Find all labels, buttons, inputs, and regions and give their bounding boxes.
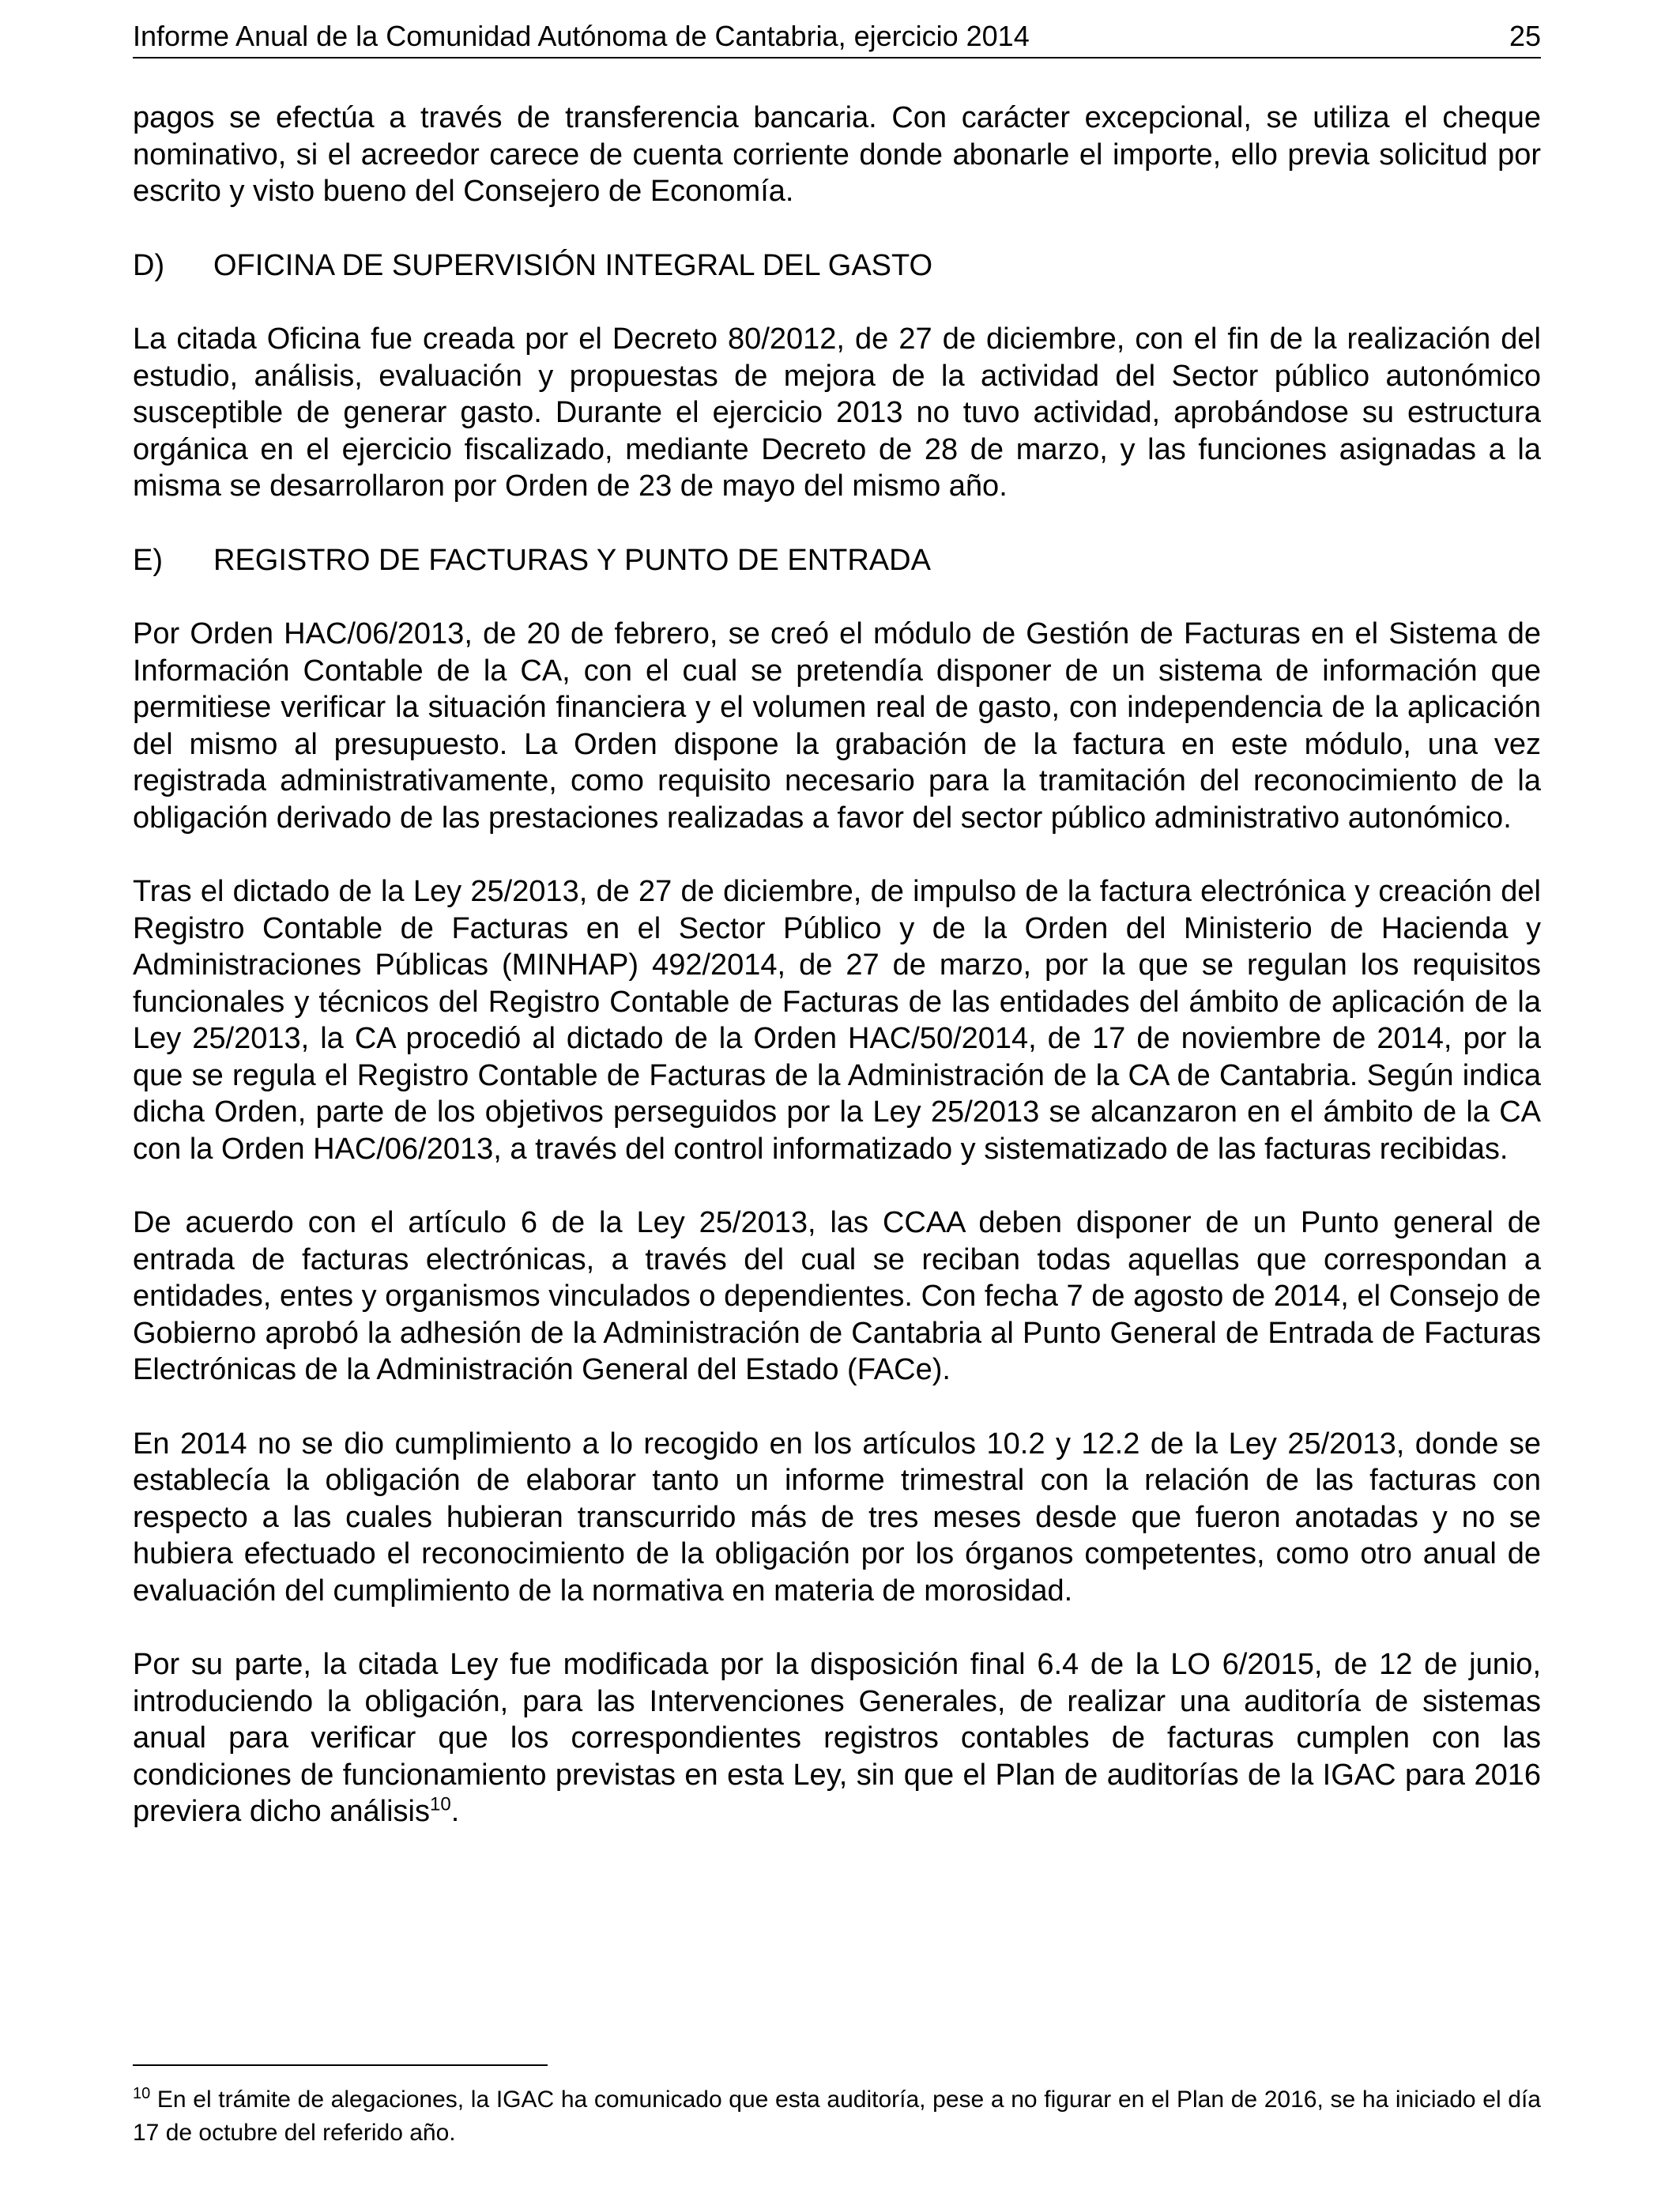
page-header bbox=[133, 17, 1541, 58]
section-d-heading bbox=[133, 247, 1541, 285]
footnote bbox=[133, 2083, 1541, 2150]
section-e-letter: E) bbox=[133, 543, 163, 577]
section-d-title: OFICINA DE SUPERVISIÓN INTEGRAL DEL GASTO bbox=[213, 248, 933, 282]
section-e-heading bbox=[133, 542, 1541, 579]
body-text bbox=[133, 100, 1541, 1868]
footnote-text: En el trámite de alegaciones, la IGAC ha comunicado que esta auditoría, pese a no figurar en el Plan de 2016, se ha iniciado el día 17 de octubre del referido año. bbox=[133, 2087, 1541, 2146]
paragraph-3: Por Orden HAC/06/2013, de 20 de febrero, se creó el módulo de Gestión de Facturas en el Sistema de Información Contable de la CA, con el cual se pretendía disponer de un sistema de información que permitiese verificar la situación financiera y el volumen real de gasto, con independencia de la aplicación del mismo al presupuesto. La Orden dispone la grabación de la factura en este módulo, una vez registrada administrativamente, como requisito necesario para la tramitación del reconocimiento de la obligación derivado de las prestaciones realizadas a favor del sector público administrativo autonómico. bbox=[133, 617, 1541, 835]
paragraph-2: La citada Oficina fue creada por el Decreto 80/2012, de 27 de diciembre, con el fin de la realización del estudio, análisis, evaluación y propuestas de mejora de la actividad del Sector público autonómico susceptible de generar gasto. Durante el ejercicio 2013 no tuvo actividad, aprobándose su estructura orgánica en el ejercicio fiscalizado, mediante Decreto de 28 de marzo, y las funciones asignadas a la misma se desarrollaron por Orden de 23 de mayo del mismo año. bbox=[133, 322, 1541, 503]
page-number: 25 bbox=[1509, 20, 1541, 52]
paragraph-5: De acuerdo con el artículo 6 de la Ley 25/2013, las CCAA deben disponer de un Punto general de entrada de facturas electrónicas, a través del cual se reciban todas aquellas que correspondan a entidades, entes y organismos vinculados o dependientes. Con fecha 7 de agosto de 2014, el Consejo de Gobierno aprobó la adhesión de la Administración de Cantabria al Punto General de Entrada de Facturas Electrónicas de la Administración General del Estado (FACe). bbox=[133, 1206, 1541, 1386]
paragraph-7-text: Por su parte, la citada Ley fue modificada por la disposición final 6.4 de la LO 6/2015, de 12 de junio, introduciendo la obligación, para las Intervenciones Generales, de realizar una auditoría de sistemas anual para verificar que los correspondientes registros contables de facturas cumplen con las condiciones de funcionamiento previstas en esta Ley, sin que el Plan de auditorías de la IGAC para 2016 previera dicho análisis bbox=[133, 1648, 1541, 1828]
section-e-title: REGISTRO DE FACTURAS Y PUNTO DE ENTRADA bbox=[213, 543, 931, 577]
paragraph-1: pagos se efectúa a través de transferencia bancaria. Con carácter excepcional, se utiliza el cheque nominativo, si el acreedor carece de cuenta corriente donde abonarle el importe, ello previa solicitud por escrito y visto bueno del Consejero de Economía. bbox=[133, 101, 1541, 208]
document-page bbox=[133, 0, 1541, 2194]
footnote-reference[interactable]: 10 bbox=[429, 1793, 451, 1815]
footnote-divider bbox=[133, 2064, 548, 2066]
paragraph-4: Tras el dictado de la Ley 25/2013, de 27 de diciembre, de impulso de la factura electrónica y creación del Registro Contable de Facturas en el Sector Público y de la Orden del Ministerio de Hacienda y Administraciones Públicas (MINHAP) 492/2014, de 27 de marzo, por la que se regulan los requisitos funcionales y técnicos del Registro Contable de Facturas de las entidades del ámbito de aplicación de la Ley 25/2013, la CA procedió al dictado de la Orden HAC/50/2014, de 17 de noviembre de 2014, por la que se regula el Registro Contable de Facturas de la Administración de la CA de Cantabria. Según indica dicha Orden, parte de los objetivos perseguidos por la Ley 25/2013 se alcanzaron en el ámbito de la CA con la Orden HAC/06/2013, a través del control informatizado y sistematizado de las facturas recibidas. bbox=[133, 875, 1541, 1166]
paragraph-6: En 2014 no se dio cumplimiento a lo recogido en los artículos 10.2 y 12.2 de la Ley 25/2013, donde se establecía la obligación de elaborar tanto un informe trimestral con la relación de las facturas con respecto a las cuales hubieran transcurrido más de tres meses desde que fueron anotadas y no se hubiera efectuado el reconocimiento de la obligación por los órganos competentes, como otro anual de evaluación del cumplimiento de la normativa en materia de morosidad. bbox=[133, 1427, 1541, 1608]
paragraph-7 bbox=[133, 1646, 1541, 1830]
header-title: Informe Anual de la Comunidad Autónoma de Cantabria, ejercicio 2014 bbox=[133, 20, 1030, 52]
paragraph-7-end: . bbox=[450, 1795, 460, 1828]
section-d-letter: D) bbox=[133, 248, 165, 282]
footnote-number: 10 bbox=[133, 2085, 151, 2102]
